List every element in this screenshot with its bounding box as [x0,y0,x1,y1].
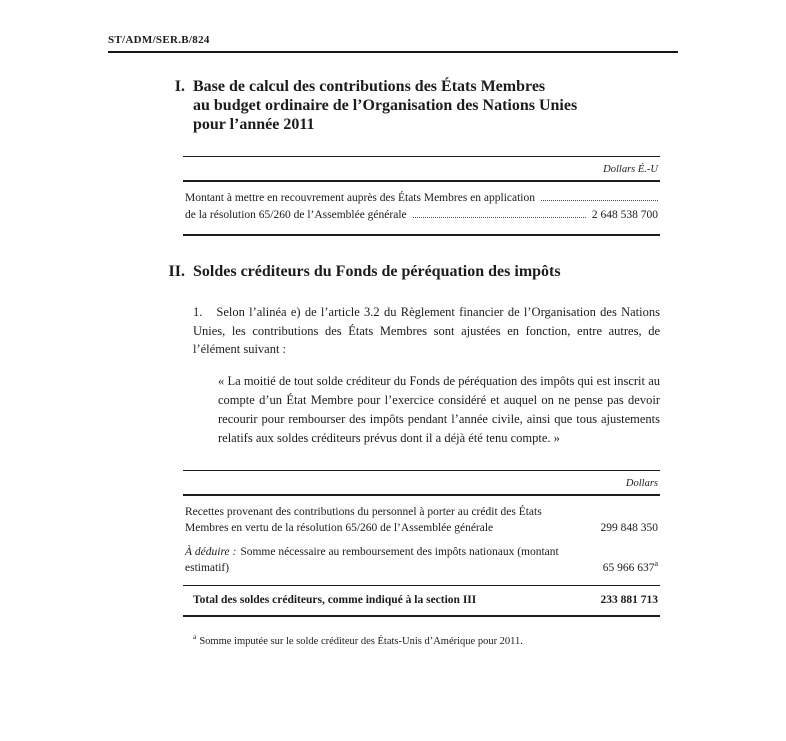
footnote-text: Somme imputée sur le solde créditeur des États-Unis d’Amérique pour 2011. [199,635,523,647]
total-label: Total des soldes créditeurs, comme indiqué à la section III [193,593,477,606]
footnote-reference: a [654,558,658,568]
section-1-heading [108,77,678,134]
page-content [108,34,678,649]
paragraph-text: Selon l’alinéa e) de l’article 3.2 du Règlement financier de l’Organisation des Nations Unies, les contributions des États Membres sont ajustées en fonction, entre autres, de l’élément suivant : [193,305,660,356]
table-row-label-line-2: de la résolution 65/260 de l’Assemblée générale [185,209,407,221]
currency-column-label: Dollars É.-U [603,164,658,175]
footnote-marker: a [193,632,197,641]
footnote [193,632,660,649]
section-1-title-line-1: Base de calcul des contributions des États Membres [193,78,546,95]
assessment-table [183,156,660,236]
assessment-amount: 2 648 538 700 [591,209,658,221]
total-value: 233 881 713 [600,593,658,606]
table-row [185,190,660,207]
table-row-value [603,560,660,576]
section-1-title [193,77,678,134]
section-2-title: Soldes créditeurs du Fonds de péréquation des impôts [193,263,561,280]
section-1-title-line-3: pour l’année 2011 [193,116,315,133]
table-row [185,207,660,224]
table-body [183,182,660,234]
regulation-quotation: « La moitié de tout solde créditeur du Fonds de péréquation des impôts qui est inscrit au compte d’un État Membre pour l’exercice considéré et auquel on ne pense pas devoir recourir pour rembourser des impôts pendant l’année civile, ainsi que tous ajustements relatifs aux soldes créditeurs prévus dont il a déjà été tenu compte. » [218,373,660,445]
paragraph-number: 1. [193,305,203,319]
dotted-leader [413,217,586,218]
tax-equalization-table [183,470,660,617]
section-2-title-wrap [193,262,678,281]
deduction-text: Somme nécessaire au remboursement des impôts nationaux (montant estimatif) [185,545,559,574]
deduction-prefix: À déduire : [185,545,237,558]
section-1-title-line-2: au budget ordinaire de l’Organisation des Nations Unies [193,97,578,114]
dotted-leader [541,200,658,201]
value-number: 65 966 637 [602,561,655,574]
document-symbol: ST/ADM/SER.B/824 [108,34,210,46]
table-body [183,496,660,585]
section-2-heading [108,262,678,281]
paragraph-1 [193,303,660,359]
section-2-numeral: II. [168,263,185,280]
table-row-label-line-1: Montant à mettre en recouvrement auprès des États Membres en application [185,192,535,204]
table-row [185,536,660,576]
table-column-header [183,157,660,180]
section-1-numeral: I. [174,78,185,95]
table-column-header [183,471,660,494]
table-total-row [183,586,660,615]
table-row-label: Recettes provenant des contributions du personnel à porter au crédit des États Membres en vertu de la résolution 65/260 de l’Assemblée générale [185,505,542,534]
table-bottom-rule [183,615,660,617]
table-row-label [185,544,603,576]
table-row [185,496,660,536]
table-row-value: 299 848 350 [600,521,658,534]
table-bottom-rule [183,234,660,236]
header-rule [108,51,678,53]
currency-column-label: Dollars [625,477,658,489]
